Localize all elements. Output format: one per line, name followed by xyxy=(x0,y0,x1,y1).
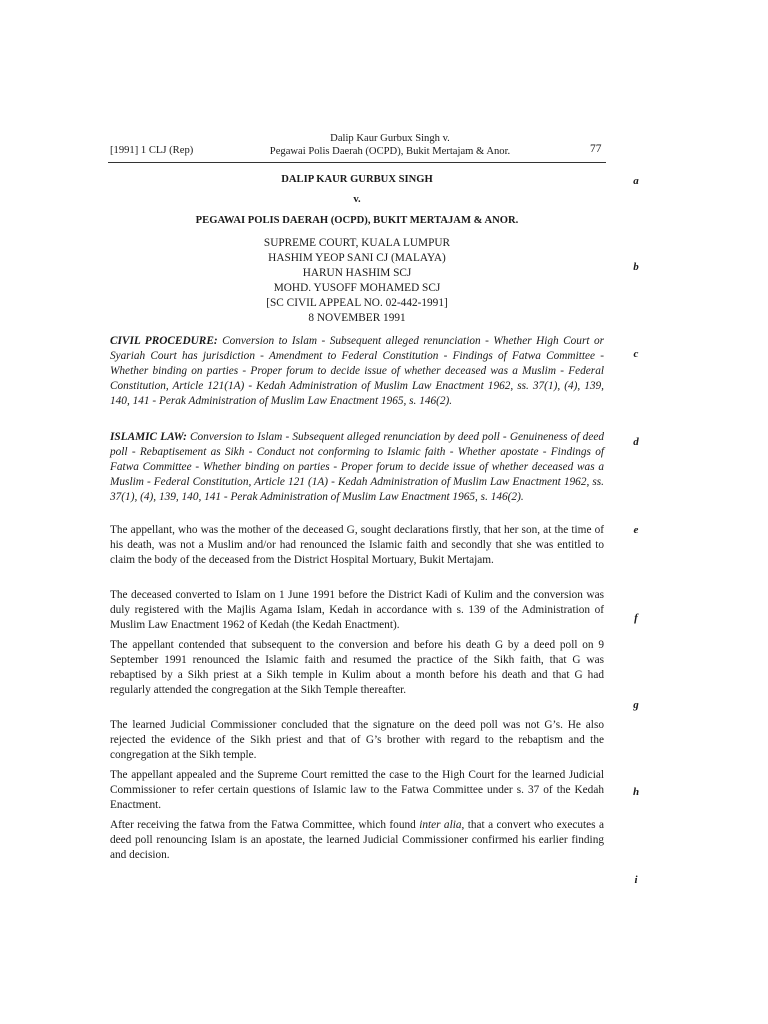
margin-letter-h: h xyxy=(632,786,640,798)
decision-date: 8 NOVEMBER 1991 xyxy=(308,312,406,324)
headnote-islamic-law xyxy=(110,430,604,505)
paragraph: The deceased converted to Islam on 1 June 1991 before the District Kadi of Kulim and the conversion was duly registered with the Majlis Agama Islam, Kedah in accordance with s. 139 of the Administration of Muslim Law Enactment 1962 of Kedah (the Kedah Enactment). xyxy=(110,589,604,632)
headnote-civil-procedure xyxy=(110,334,604,409)
paragraph-text: , that a convert who executes a deed poll renouncing Islam is an apostate, the learned Judicial Commissioner confirmed his earlier finding and decision. xyxy=(110,819,604,862)
page-number: 77 xyxy=(590,143,602,155)
headnote-label: CIVIL PROCEDURE: xyxy=(110,335,218,347)
margin-letter-c: c xyxy=(633,348,639,360)
paragraph: The appellant contended that subsequent to the conversion and before his death G by a deed poll on 9 September 1991 renounced the Islamic faith and resumed the practice of the Sikh faith, that G was rebaptised by a Sikh priest at a Sikh temple in Kulim about a month before his death and that G had regularly attended the congregation at the Sikh Temple thereafter. xyxy=(110,639,604,697)
margin-letter-a: a xyxy=(633,175,639,187)
party-2: PEGAWAI POLIS DAERAH (OCPD), BUKIT MERTAJAM & ANOR. xyxy=(195,215,519,226)
judge: MOHD. YUSOFF MOHAMED SCJ xyxy=(273,282,441,294)
court-name: SUPREME COURT, KUALA LUMPUR xyxy=(263,237,451,249)
appeal-number: [SC CIVIL APPEAL NO. 02-442-1991] xyxy=(266,297,448,309)
running-header-case-line2: Pegawai Polis Daerah (OCPD), Bukit Mertajam & Anor. xyxy=(269,146,511,157)
paragraph-italic-text: inter alia xyxy=(419,819,462,831)
running-header-case-line1: Dalip Kaur Gurbux Singh v. xyxy=(330,133,450,144)
margin-letter-e: e xyxy=(633,524,639,536)
headnote-text: Conversion to Islam - Subsequent alleged renunciation - Whether High Court or Syariah Court has jurisdiction - Amendment to Federal Constitution - Findings of Fatwa Committee - Whether binding on parties - Proper forum to decide issue of whether deceased was a Muslim - Federal Constitution, Article 121(1A) - Kedah Administration of Muslim Law Enactment 1962, ss. 37(1), (4), 139, 140, 141 - Perak Administration of Muslim Law Enactment 1965, s. 146(2). xyxy=(110,335,604,408)
paragraph: The appellant, who was the mother of the deceased G, sought declarations firstly, that her son, at the time of his death, was not a Muslim and/or had renounced the Islamic faith and secondly that she was entitled to claim the body of the deceased from the District Hospital Mortuary, Bukit Mertajam. xyxy=(110,524,604,567)
running-header-citation: [1991] 1 CLJ (Rep) xyxy=(110,145,194,156)
margin-letter-i: i xyxy=(634,874,638,886)
paragraph-text: After receiving the fatwa from the Fatwa Committee, which found xyxy=(110,819,420,831)
header-rule xyxy=(108,162,606,163)
party-1: DALIP KAUR GURBUX SINGH xyxy=(281,174,433,185)
judge: HASHIM YEOP SANI CJ (MALAYA) xyxy=(268,252,446,264)
margin-letter-g: g xyxy=(633,699,639,711)
paragraph: The appellant appealed and the Supreme Court remitted the case to the High Court for the learned Judicial Commissioner to refer certain questions of Islamic law to the Fatwa Committee under s. 37 of the Kedah Enactment. xyxy=(110,769,604,812)
versus: v. xyxy=(353,194,361,205)
judge: HARUN HASHIM SCJ xyxy=(302,267,412,279)
headnote-text: Conversion to Islam - Subsequent alleged renunciation by deed poll - Genuineness of deed poll - Rebaptisement as Sikh - Conduct not conforming to Islamic faith - Whether apostate - Findings of Fatwa Committee - Whether binding on parties - Proper forum to decide issue of whether deceased was a Muslim - Federal Constitution, Article 121 (1A) - Kedah Administration of Muslim Law Enactment 1962, ss. 37(1), (4), 139, 140, 141 - Perak Administration of Muslim Law Enactment 1965, s. 146(2). xyxy=(110,431,604,504)
paragraph: The learned Judicial Commissioner concluded that the signature on the deed poll was not G’s. He also rejected the evidence of the Sikh priest and that of G’s brother with regard to the rebaptism and the congregation at the Sikh temple. xyxy=(110,719,604,762)
margin-letter-d: d xyxy=(633,436,639,448)
paragraph xyxy=(110,818,604,863)
margin-letter-b: b xyxy=(633,261,639,273)
margin-letter-f: f xyxy=(634,612,638,624)
headnote-label: ISLAMIC LAW: xyxy=(110,431,187,443)
